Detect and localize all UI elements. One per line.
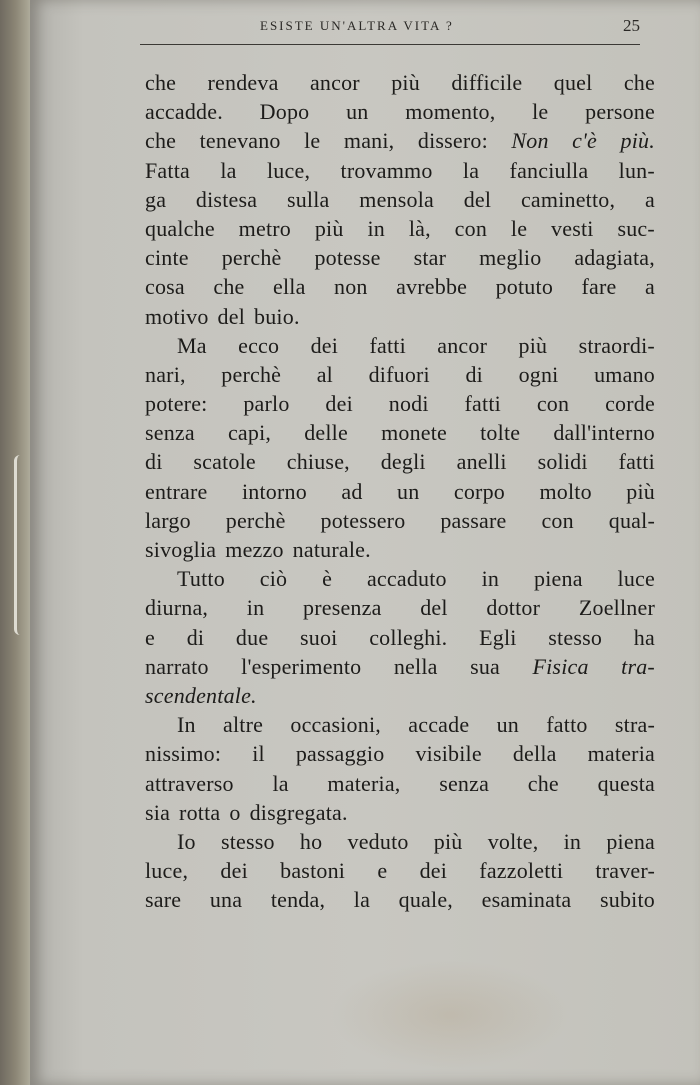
text-line: entrare intorno ad un corpo molto più: [145, 478, 655, 504]
text-line: che rendeva ancor più difficile quel che: [145, 70, 655, 95]
text-line: Ma ecco dei fatti ancor più straordi-: [177, 332, 655, 358]
text-line: sivoglia mezzo naturale.: [145, 537, 371, 562]
text-line: Tutto ciò è accaduto in piena luce: [177, 566, 655, 592]
text-line: Io stesso ho veduto più volte, in piena: [177, 828, 655, 854]
paper-stain: [330, 960, 570, 1070]
text-line: narrato l'esperimento nella sua Fisica tra-: [145, 653, 655, 679]
text-line: luce, dei bastoni e dei fazzoletti traver-: [145, 858, 655, 884]
text-line: qualche metro più in là, con le vesti suc-: [145, 215, 655, 241]
text-line: cinte perchè potesse star meglio adagiata,: [145, 245, 655, 271]
text-line: scendentale.: [145, 682, 257, 708]
text-line: motivo del buio.: [145, 303, 300, 329]
text-line: e di due suoi colleghi. Egli stesso ha: [145, 624, 655, 650]
body-text: [145, 68, 655, 914]
text-line: attraverso la materia, senza che questa: [145, 770, 655, 796]
text-line: potere: parlo dei nodi fatti con corde: [145, 391, 655, 417]
running-title: ESISTE UN'ALTRA VITA ?: [260, 18, 454, 33]
text-line: sia rotta o disgregata.: [145, 799, 348, 825]
text-line: largo perchè potessero passare con qual-: [145, 507, 655, 533]
text-line: nissimo: il passaggio visibile della materia: [145, 741, 655, 767]
text-line: che tenevano le mani, dissero: Non c'è più.: [145, 128, 655, 154]
text-line: senza capi, delle monete tolte dall'interno: [145, 420, 655, 446]
text-line: accadde. Dopo un momento, le persone: [145, 99, 655, 125]
text-line: nari, perchè al difuori di ogni umano: [145, 361, 655, 387]
text-line: In altre occasioni, accade un fatto stra-: [177, 712, 655, 738]
text-line: sare una tenda, la quale, esaminata subito: [145, 887, 655, 913]
text-line: diurna, in presenza del dottor Zoellner: [145, 595, 655, 621]
running-head: [140, 14, 640, 45]
text-line: cosa che ella non avrebbe potuto fare a: [145, 274, 655, 300]
binding-thread: [14, 455, 29, 635]
text-line: di scatole chiuse, degli anelli solidi fatti: [145, 449, 655, 475]
book-spine: [0, 0, 34, 1085]
page-number: 25: [623, 16, 640, 35]
text-line: ga distesa sulla mensola del caminetto, a: [145, 186, 655, 212]
text-line: Fatta la luce, trovammo la fanciulla lun-: [145, 157, 655, 183]
